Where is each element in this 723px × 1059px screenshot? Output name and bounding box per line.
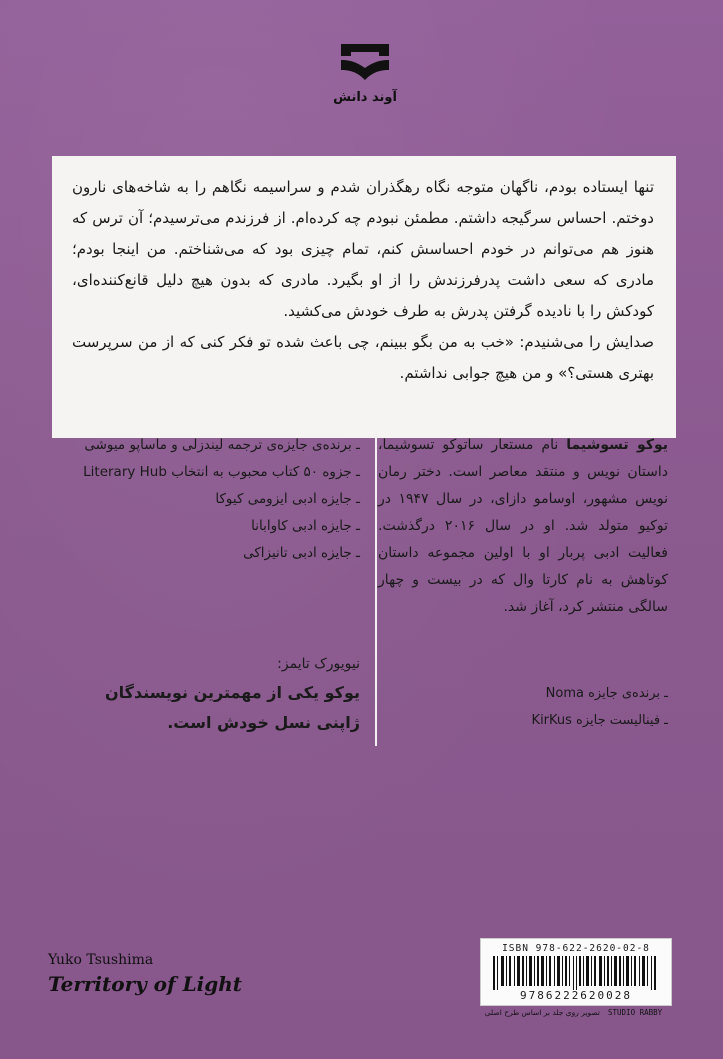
award-item: ـ فینالیست جایزه KirKus [531, 713, 668, 728]
award-item: ـ برنده‌ی جایزه Noma [545, 686, 668, 701]
award-item: ـ جزوه ۵۰ کتاب محبوب به انتخاب Literary Hub [83, 464, 360, 480]
barcode-box [480, 938, 672, 1006]
english-title-block [48, 952, 308, 996]
english-title: Territory of Light [48, 972, 243, 996]
review-quote [60, 650, 360, 738]
publisher-name: آوند دانش [333, 90, 397, 105]
awards-list [60, 432, 360, 567]
studio-label: STUDIO RABBY [608, 1008, 663, 1017]
author-name: یوکو تسوشیما [566, 437, 668, 453]
author-bio [378, 432, 668, 621]
open-book-logo-icon [320, 40, 410, 84]
excerpt-panel [52, 156, 676, 438]
award-item: ـ جایزه ادبی کاوابانا [251, 518, 360, 534]
award-item: ـ برنده‌ی جایزه‌ی ترجمه لیندزلی و ماساپو میوشی [84, 437, 360, 453]
award-item: ـ جایزه ادبی تانیزاکی [243, 545, 360, 561]
quote-source: نیویورک تایمز: [277, 656, 360, 672]
bio-awards [378, 680, 668, 734]
excerpt-paragraph-1: تنها ایستاده بودم، ناگهان متوجه نگاه رهگذران شدم و سراسیمه نگاهم را به شاخه‌های نارون دوختم. احساس سرگیجه داشتم. مطمئن نبودم چه کرده‌ام. از فرزندم می‌ترسیدم؛ آن ترس که هنوز هم می‌توانم در خودم احساسش کنم، تمام چیزی بود که می‌شناختم. من اینجا بودم؛ مادری که سعی داشت پدرفرزندش را از او بگیرد. مادری که بدون هیچ دلیل قانع‌کننده‌ای، کودکش را با نادیده گرفتن پدرش به طرف خودش می‌کشید. [72, 178, 654, 320]
excerpt-paragraph-2: صدایش را می‌شنیدم: «خب به من بگو ببینم، چی باعث شده تو فکر کنی که از من سرپرست بهتری هستی؟» و من هیچ جوابی نداشتم. [72, 333, 654, 382]
isbn-label: ISBN 978-622-2620-02-8 [502, 943, 650, 954]
barcode-number: 9786222620028 [519, 989, 633, 1002]
award-item: ـ جایزه ادبی ایزومی کیوکا [215, 491, 360, 507]
author-bio-text: نام مستعار ساتوکو تسوشیما، داستان نویس و منتقد معاصر است. دختر رمان نویس مشهور، اوسامو دازای، در سال ۱۹۴۷ در توکیو متولد شد. او در سال ۲۰۱۶ درگذشت. فعالیت ادبی پربار او با اولین مجموعه داستان کوتاهش به نام کارتا وال که در بیست و چهار سالگی منتشر کرد، آغاز شد. [378, 437, 668, 615]
english-author: Yuko Tsushima [48, 952, 154, 968]
barcode-icon [493, 956, 661, 990]
quote-text: یوکو یکی از مهمترین نویسندگان ژاپنی نسل خودش است. [104, 683, 360, 732]
publisher-logo [320, 40, 410, 105]
cover-credit: تصویر روی جلد بر اساس طرح اصلی [484, 1008, 600, 1017]
